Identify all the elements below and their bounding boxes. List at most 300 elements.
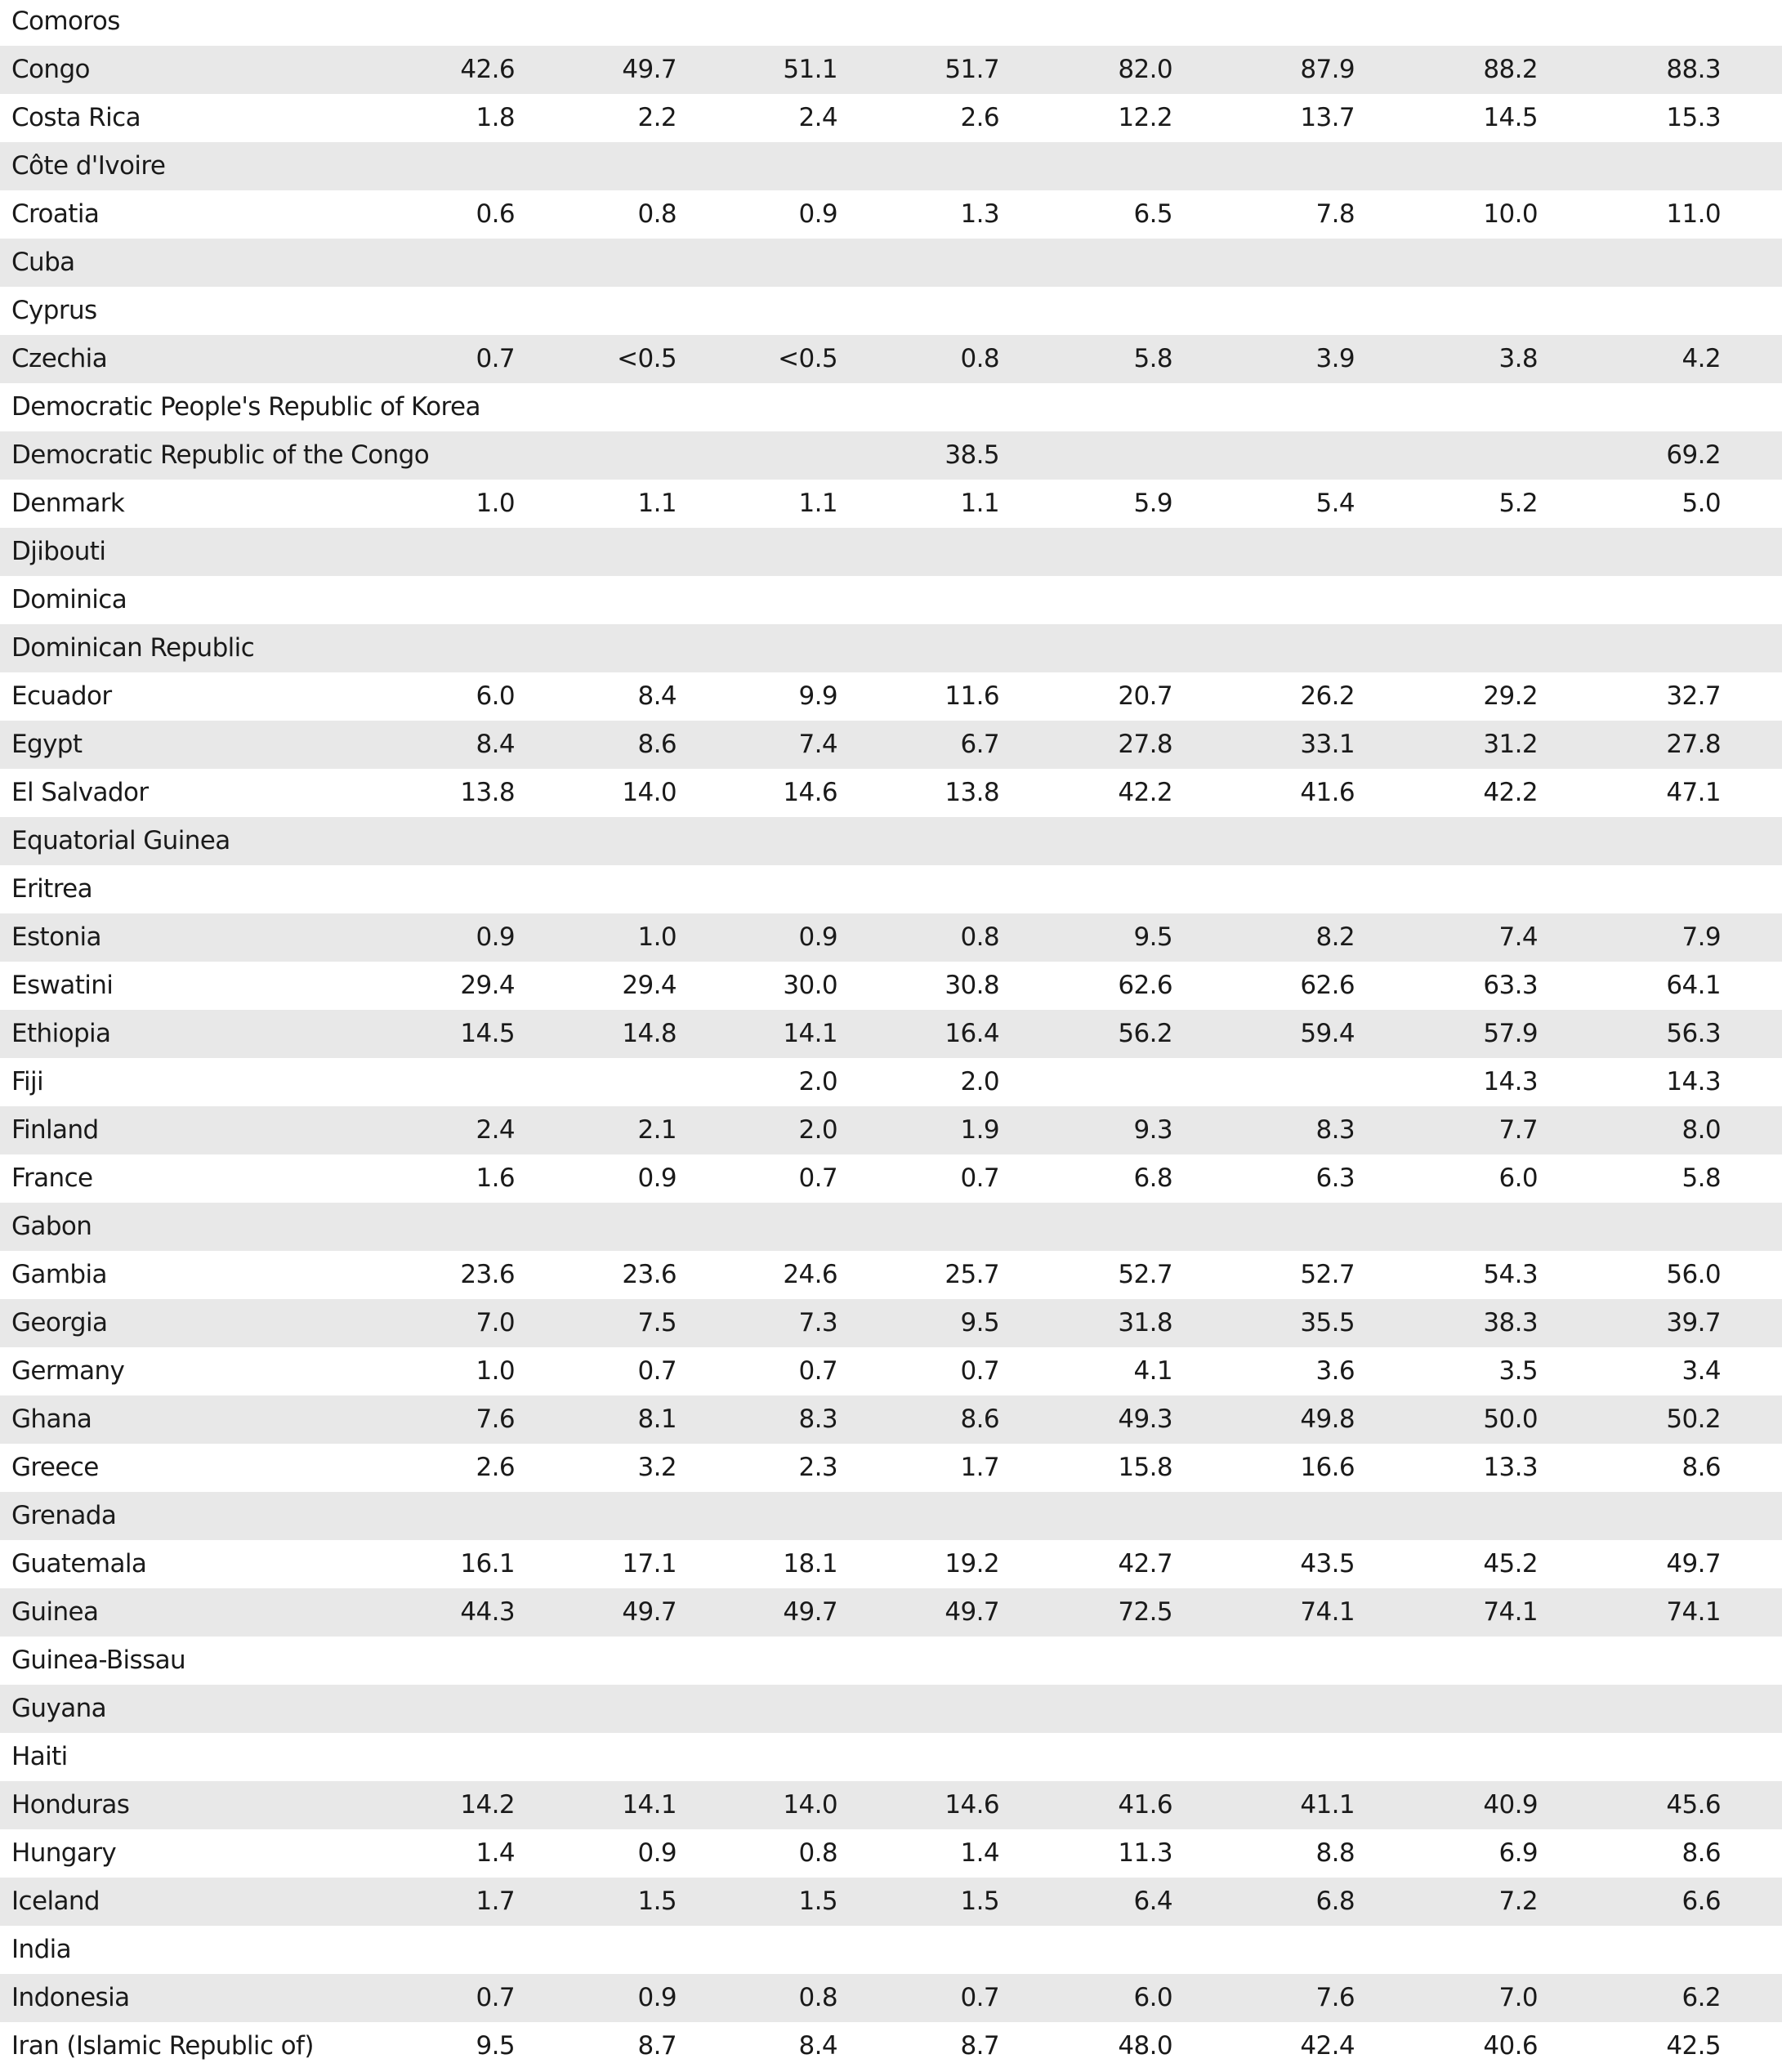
value-cell: 4.1 — [1133, 1356, 1172, 1386]
value-cell: 2.0 — [798, 1115, 837, 1145]
value-cell: 38.3 — [1483, 1308, 1538, 1337]
value-cell: 14.6 — [945, 1790, 999, 1820]
value-cell — [1590, 1685, 1721, 1733]
value-cell: 8.6 — [1682, 1838, 1721, 1868]
value-cell: 3.5 — [1498, 1356, 1538, 1386]
value-cell: 29.4 — [460, 971, 515, 1000]
value-cell — [707, 1203, 837, 1251]
value-cell: 5.8 — [1133, 344, 1172, 373]
country-name: El Salvador — [11, 778, 149, 807]
value-cell — [1590, 1203, 1721, 1251]
value-cell: 1.1 — [960, 489, 999, 518]
table-row — [0, 1299, 1782, 1347]
value-cell: 16.1 — [460, 1549, 515, 1579]
value-cell: 0.7 — [476, 1983, 515, 2012]
country-name: Dominican Republic — [11, 633, 255, 663]
table-row — [0, 576, 1782, 624]
table-row — [0, 383, 1782, 431]
value-cell: 7.7 — [1498, 1115, 1538, 1145]
value-cell: 30.0 — [783, 971, 837, 1000]
value-cell: 1.0 — [476, 489, 515, 518]
value-cell: 0.8 — [798, 1838, 837, 1868]
value-cell — [1224, 528, 1355, 576]
value-cell — [1590, 624, 1721, 672]
value-cell: 2.0 — [960, 1067, 999, 1096]
value-cell: 50.0 — [1483, 1404, 1538, 1434]
country-name: Honduras — [11, 1790, 130, 1820]
value-cell: 23.6 — [622, 1260, 677, 1289]
value-cell: 0.7 — [960, 1983, 999, 2012]
value-cell — [384, 0, 515, 46]
value-cell: 56.2 — [1118, 1019, 1172, 1048]
value-cell — [869, 1926, 999, 1974]
value-cell: 0.9 — [637, 1983, 677, 2012]
value-cell — [546, 431, 677, 480]
table-row — [0, 142, 1782, 190]
country-name: Cyprus — [11, 296, 97, 325]
value-cell — [1042, 576, 1172, 624]
value-cell: 56.3 — [1666, 1019, 1721, 1048]
value-cell: 38.5 — [945, 440, 999, 470]
value-cell — [1407, 383, 1538, 431]
value-cell: 32.7 — [1666, 681, 1721, 711]
value-cell: 1.8 — [476, 103, 515, 132]
value-cell: 13.8 — [460, 778, 515, 807]
value-cell — [869, 239, 999, 287]
value-cell — [869, 624, 999, 672]
value-cell — [869, 528, 999, 576]
value-cell: 1.0 — [476, 1356, 515, 1386]
table-row — [0, 46, 1782, 94]
value-cell: 0.7 — [476, 344, 515, 373]
value-cell — [546, 528, 677, 576]
value-cell: 9.5 — [1133, 922, 1172, 952]
value-cell — [707, 865, 837, 913]
value-cell: 54.3 — [1483, 1260, 1538, 1289]
value-cell — [1590, 1492, 1721, 1540]
value-cell: 47.1 — [1666, 778, 1721, 807]
value-cell: 5.0 — [1682, 489, 1721, 518]
value-cell — [1590, 383, 1721, 431]
value-cell: 2.1 — [637, 1115, 677, 1145]
value-cell: 87.9 — [1300, 55, 1355, 84]
value-cell: 0.9 — [798, 922, 837, 952]
table-row — [0, 1685, 1782, 1733]
country-name: Eritrea — [11, 874, 93, 904]
country-name: Gabon — [11, 1212, 92, 1241]
value-cell: 57.9 — [1483, 1019, 1538, 1048]
value-cell: 20.7 — [1118, 681, 1172, 711]
country-name: Djibouti — [11, 537, 106, 566]
value-cell — [1224, 1058, 1355, 1106]
table-row — [0, 1878, 1782, 1926]
value-cell: 5.4 — [1315, 489, 1355, 518]
table-row — [0, 190, 1782, 239]
value-cell: 5.9 — [1133, 489, 1172, 518]
value-cell: 31.8 — [1118, 1308, 1172, 1337]
value-cell: 6.4 — [1133, 1887, 1172, 1916]
value-cell: 33.1 — [1300, 730, 1355, 759]
value-cell — [546, 624, 677, 672]
value-cell: 8.1 — [637, 1404, 677, 1434]
value-cell: 26.2 — [1300, 681, 1355, 711]
value-cell: 49.7 — [1666, 1549, 1721, 1579]
value-cell: 16.4 — [945, 1019, 999, 1048]
value-cell: 45.6 — [1666, 1790, 1721, 1820]
value-cell — [707, 528, 837, 576]
value-cell: 14.1 — [622, 1790, 677, 1820]
value-cell: 1.5 — [798, 1887, 837, 1916]
value-cell: 0.7 — [960, 1356, 999, 1386]
value-cell — [1590, 1733, 1721, 1781]
value-cell: 14.5 — [1483, 103, 1538, 132]
value-cell: 42.4 — [1300, 2031, 1355, 2061]
value-cell: 41.1 — [1300, 1790, 1355, 1820]
value-cell: 14.3 — [1483, 1067, 1538, 1096]
value-cell: 5.2 — [1498, 489, 1538, 518]
value-cell — [1042, 1637, 1172, 1685]
value-cell: 7.0 — [1498, 1983, 1538, 2012]
value-cell — [707, 1492, 837, 1540]
value-cell: 7.6 — [1315, 1983, 1355, 2012]
value-cell: 3.4 — [1682, 1356, 1721, 1386]
value-cell — [869, 1492, 999, 1540]
table-row — [0, 913, 1782, 962]
value-cell: 2.4 — [798, 103, 837, 132]
table-row — [0, 1010, 1782, 1058]
value-cell — [384, 239, 515, 287]
value-cell: 0.9 — [637, 1838, 677, 1868]
value-cell — [546, 1058, 677, 1106]
value-cell: 13.7 — [1300, 103, 1355, 132]
value-cell — [707, 431, 837, 480]
value-cell — [1407, 1492, 1538, 1540]
value-cell — [546, 1492, 677, 1540]
value-cell — [1590, 0, 1721, 46]
value-cell: 29.4 — [622, 971, 677, 1000]
value-cell — [546, 1637, 677, 1685]
value-cell: 6.2 — [1682, 1983, 1721, 2012]
country-name: Greece — [11, 1453, 99, 1482]
value-cell — [1042, 1733, 1172, 1781]
value-cell — [1042, 383, 1172, 431]
value-cell: 0.7 — [798, 1163, 837, 1193]
table-row — [0, 962, 1782, 1010]
value-cell — [384, 1685, 515, 1733]
value-cell: 7.8 — [1315, 199, 1355, 229]
value-cell: 0.8 — [798, 1983, 837, 2012]
value-cell: 72.5 — [1118, 1597, 1172, 1627]
value-cell — [1407, 1733, 1538, 1781]
value-cell — [1042, 528, 1172, 576]
value-cell: 0.7 — [960, 1163, 999, 1193]
value-cell — [707, 1685, 837, 1733]
value-cell: 42.2 — [1118, 778, 1172, 807]
value-cell — [869, 1733, 999, 1781]
value-cell — [707, 239, 837, 287]
table-row — [0, 1926, 1782, 1974]
value-cell: 49.3 — [1118, 1404, 1172, 1434]
table-row — [0, 335, 1782, 383]
country-name: Democratic People's Republic of Korea — [11, 392, 480, 422]
value-cell: 17.1 — [622, 1549, 677, 1579]
country-name: Indonesia — [11, 1983, 130, 2012]
table-row — [0, 287, 1782, 335]
country-name: Denmark — [11, 489, 125, 518]
table-row — [0, 239, 1782, 287]
value-cell — [1407, 0, 1538, 46]
value-cell — [546, 239, 677, 287]
country-name: Georgia — [11, 1308, 108, 1337]
table-row — [0, 1395, 1782, 1444]
value-cell — [1224, 1685, 1355, 1733]
value-cell: 24.6 — [783, 1260, 837, 1289]
value-cell — [1042, 624, 1172, 672]
value-cell: 6.3 — [1315, 1163, 1355, 1193]
table-row — [0, 769, 1782, 817]
value-cell — [1407, 287, 1538, 335]
value-cell: 30.8 — [945, 971, 999, 1000]
value-cell: 2.2 — [637, 103, 677, 132]
value-cell — [1042, 865, 1172, 913]
country-name: Finland — [11, 1115, 99, 1145]
value-cell: 7.3 — [798, 1308, 837, 1337]
value-cell: 14.5 — [460, 1019, 515, 1048]
value-cell — [869, 383, 999, 431]
value-cell: 9.3 — [1133, 1115, 1172, 1145]
value-cell: 7.5 — [637, 1308, 677, 1337]
value-cell — [1042, 1492, 1172, 1540]
value-cell — [546, 1926, 677, 1974]
table-row — [0, 1203, 1782, 1251]
country-name: France — [11, 1163, 93, 1193]
value-cell: 3.6 — [1315, 1356, 1355, 1386]
value-cell: 19.2 — [945, 1549, 999, 1579]
table-row — [0, 1347, 1782, 1395]
value-cell: 44.3 — [460, 1597, 515, 1627]
value-cell — [1590, 1926, 1721, 1974]
value-cell — [1224, 383, 1355, 431]
value-cell: 8.7 — [637, 2031, 677, 2061]
table-row — [0, 1829, 1782, 1878]
table-row — [0, 528, 1782, 576]
value-cell: 8.6 — [960, 1404, 999, 1434]
value-cell: 0.6 — [476, 199, 515, 229]
value-cell: 8.7 — [960, 2031, 999, 2061]
value-cell — [546, 817, 677, 865]
table-row — [0, 1974, 1782, 2022]
value-cell — [1224, 142, 1355, 190]
country-name: Comoros — [11, 7, 120, 36]
value-cell — [546, 1685, 677, 1733]
value-cell — [384, 1203, 515, 1251]
value-cell — [1042, 431, 1172, 480]
value-cell — [546, 383, 677, 431]
value-cell: 8.6 — [1682, 1453, 1721, 1482]
value-cell — [384, 817, 515, 865]
value-cell: 6.5 — [1133, 199, 1172, 229]
value-cell: 8.2 — [1315, 922, 1355, 952]
table-row — [0, 1781, 1782, 1829]
value-cell: 62.6 — [1118, 971, 1172, 1000]
value-cell — [546, 0, 677, 46]
table-row — [0, 1251, 1782, 1299]
table-row — [0, 1637, 1782, 1685]
table-row — [0, 94, 1782, 142]
value-cell — [1224, 865, 1355, 913]
value-cell: 14.6 — [783, 778, 837, 807]
table-row — [0, 865, 1782, 913]
value-cell — [869, 142, 999, 190]
value-cell: 1.4 — [960, 1838, 999, 1868]
country-name: Hungary — [11, 1838, 117, 1868]
value-cell — [1224, 817, 1355, 865]
value-cell: 88.3 — [1666, 55, 1721, 84]
value-cell — [1224, 624, 1355, 672]
value-cell: 0.7 — [637, 1356, 677, 1386]
country-name: Côte d'Ivoire — [11, 151, 166, 181]
value-cell: 16.6 — [1300, 1453, 1355, 1482]
value-cell — [707, 1926, 837, 1974]
value-cell: 2.3 — [798, 1453, 837, 1482]
value-cell: 14.1 — [783, 1019, 837, 1048]
value-cell: 29.2 — [1483, 681, 1538, 711]
value-cell: 1.4 — [476, 1838, 515, 1868]
value-cell: 6.9 — [1498, 1838, 1538, 1868]
value-cell — [384, 1926, 515, 1974]
value-cell — [384, 624, 515, 672]
value-cell — [869, 1685, 999, 1733]
value-cell — [1407, 624, 1538, 672]
country-name: Ghana — [11, 1404, 92, 1434]
value-cell: 10.0 — [1483, 199, 1538, 229]
value-cell: 74.1 — [1300, 1597, 1355, 1627]
value-cell: 14.8 — [622, 1019, 677, 1048]
country-name: Equatorial Guinea — [11, 826, 230, 855]
value-cell: 13.3 — [1483, 1453, 1538, 1482]
table-row — [0, 624, 1782, 672]
country-name: India — [11, 1935, 72, 1964]
country-name: Ethiopia — [11, 1019, 111, 1048]
value-cell — [546, 142, 677, 190]
value-cell — [869, 0, 999, 46]
value-cell — [384, 287, 515, 335]
table-row — [0, 1588, 1782, 1637]
country-name: Guatemala — [11, 1549, 147, 1579]
value-cell — [1590, 142, 1721, 190]
value-cell — [1407, 1926, 1538, 1974]
value-cell — [384, 142, 515, 190]
country-name: Ecuador — [11, 681, 112, 711]
value-cell: 0.9 — [798, 199, 837, 229]
value-cell — [1042, 0, 1172, 46]
value-cell: 49.8 — [1300, 1404, 1355, 1434]
value-cell — [869, 1203, 999, 1251]
value-cell: 2.6 — [960, 103, 999, 132]
value-cell: 1.1 — [798, 489, 837, 518]
table-row — [0, 480, 1782, 528]
value-cell: 35.5 — [1300, 1308, 1355, 1337]
value-cell: 59.4 — [1300, 1019, 1355, 1048]
value-cell — [707, 287, 837, 335]
country-name: Czechia — [11, 344, 108, 373]
country-name: Dominica — [11, 585, 127, 614]
value-cell: 49.7 — [783, 1597, 837, 1627]
value-cell: 49.7 — [622, 55, 677, 84]
value-cell: 52.7 — [1118, 1260, 1172, 1289]
value-cell — [1224, 431, 1355, 480]
value-cell: 82.0 — [1118, 55, 1172, 84]
value-cell: 9.5 — [960, 1308, 999, 1337]
value-cell — [1042, 817, 1172, 865]
value-cell — [707, 817, 837, 865]
value-cell: 3.9 — [1315, 344, 1355, 373]
table-row — [0, 2022, 1782, 2070]
value-cell: 15.8 — [1118, 1453, 1172, 1482]
value-cell: 56.0 — [1666, 1260, 1721, 1289]
value-cell: 51.7 — [945, 55, 999, 84]
value-cell — [1407, 239, 1538, 287]
country-name: Costa Rica — [11, 103, 141, 132]
value-cell: 31.2 — [1483, 730, 1538, 759]
value-cell: 6.8 — [1315, 1887, 1355, 1916]
table-row — [0, 672, 1782, 721]
value-cell — [1590, 287, 1721, 335]
table-row — [0, 1733, 1782, 1781]
value-cell — [1407, 1637, 1538, 1685]
value-cell — [1407, 1203, 1538, 1251]
value-cell — [384, 528, 515, 576]
value-cell: 12.2 — [1118, 103, 1172, 132]
value-cell: 8.0 — [1682, 1115, 1721, 1145]
value-cell: 1.1 — [637, 489, 677, 518]
value-cell: 8.3 — [798, 1404, 837, 1434]
country-name: Congo — [11, 55, 90, 84]
value-cell — [384, 865, 515, 913]
value-cell: 7.2 — [1498, 1887, 1538, 1916]
country-name: Haiti — [11, 1742, 68, 1771]
value-cell: 1.3 — [960, 199, 999, 229]
value-cell — [707, 576, 837, 624]
value-cell — [1407, 142, 1538, 190]
value-cell: 1.5 — [960, 1887, 999, 1916]
value-cell — [1407, 817, 1538, 865]
value-cell: 64.1 — [1666, 971, 1721, 1000]
value-cell — [1407, 1685, 1538, 1733]
value-cell — [1590, 865, 1721, 913]
country-name: Estonia — [11, 922, 101, 952]
value-cell: <0.5 — [617, 344, 677, 373]
value-cell: 15.3 — [1666, 103, 1721, 132]
value-cell: 48.0 — [1118, 2031, 1172, 2061]
value-cell — [1042, 239, 1172, 287]
country-name: Guyana — [11, 1694, 107, 1723]
value-cell: 6.6 — [1682, 1887, 1721, 1916]
value-cell — [1224, 239, 1355, 287]
value-cell: 14.0 — [622, 778, 677, 807]
value-cell: 9.5 — [476, 2031, 515, 2061]
value-cell — [1407, 431, 1538, 480]
value-cell: 14.0 — [783, 1790, 837, 1820]
country-name: Grenada — [11, 1501, 117, 1530]
value-cell: 5.8 — [1682, 1163, 1721, 1193]
value-cell: 88.2 — [1483, 55, 1538, 84]
value-cell: 1.6 — [476, 1163, 515, 1193]
value-cell: 43.5 — [1300, 1549, 1355, 1579]
value-cell — [707, 1637, 837, 1685]
value-cell: 6.7 — [960, 730, 999, 759]
value-cell — [1042, 1926, 1172, 1974]
